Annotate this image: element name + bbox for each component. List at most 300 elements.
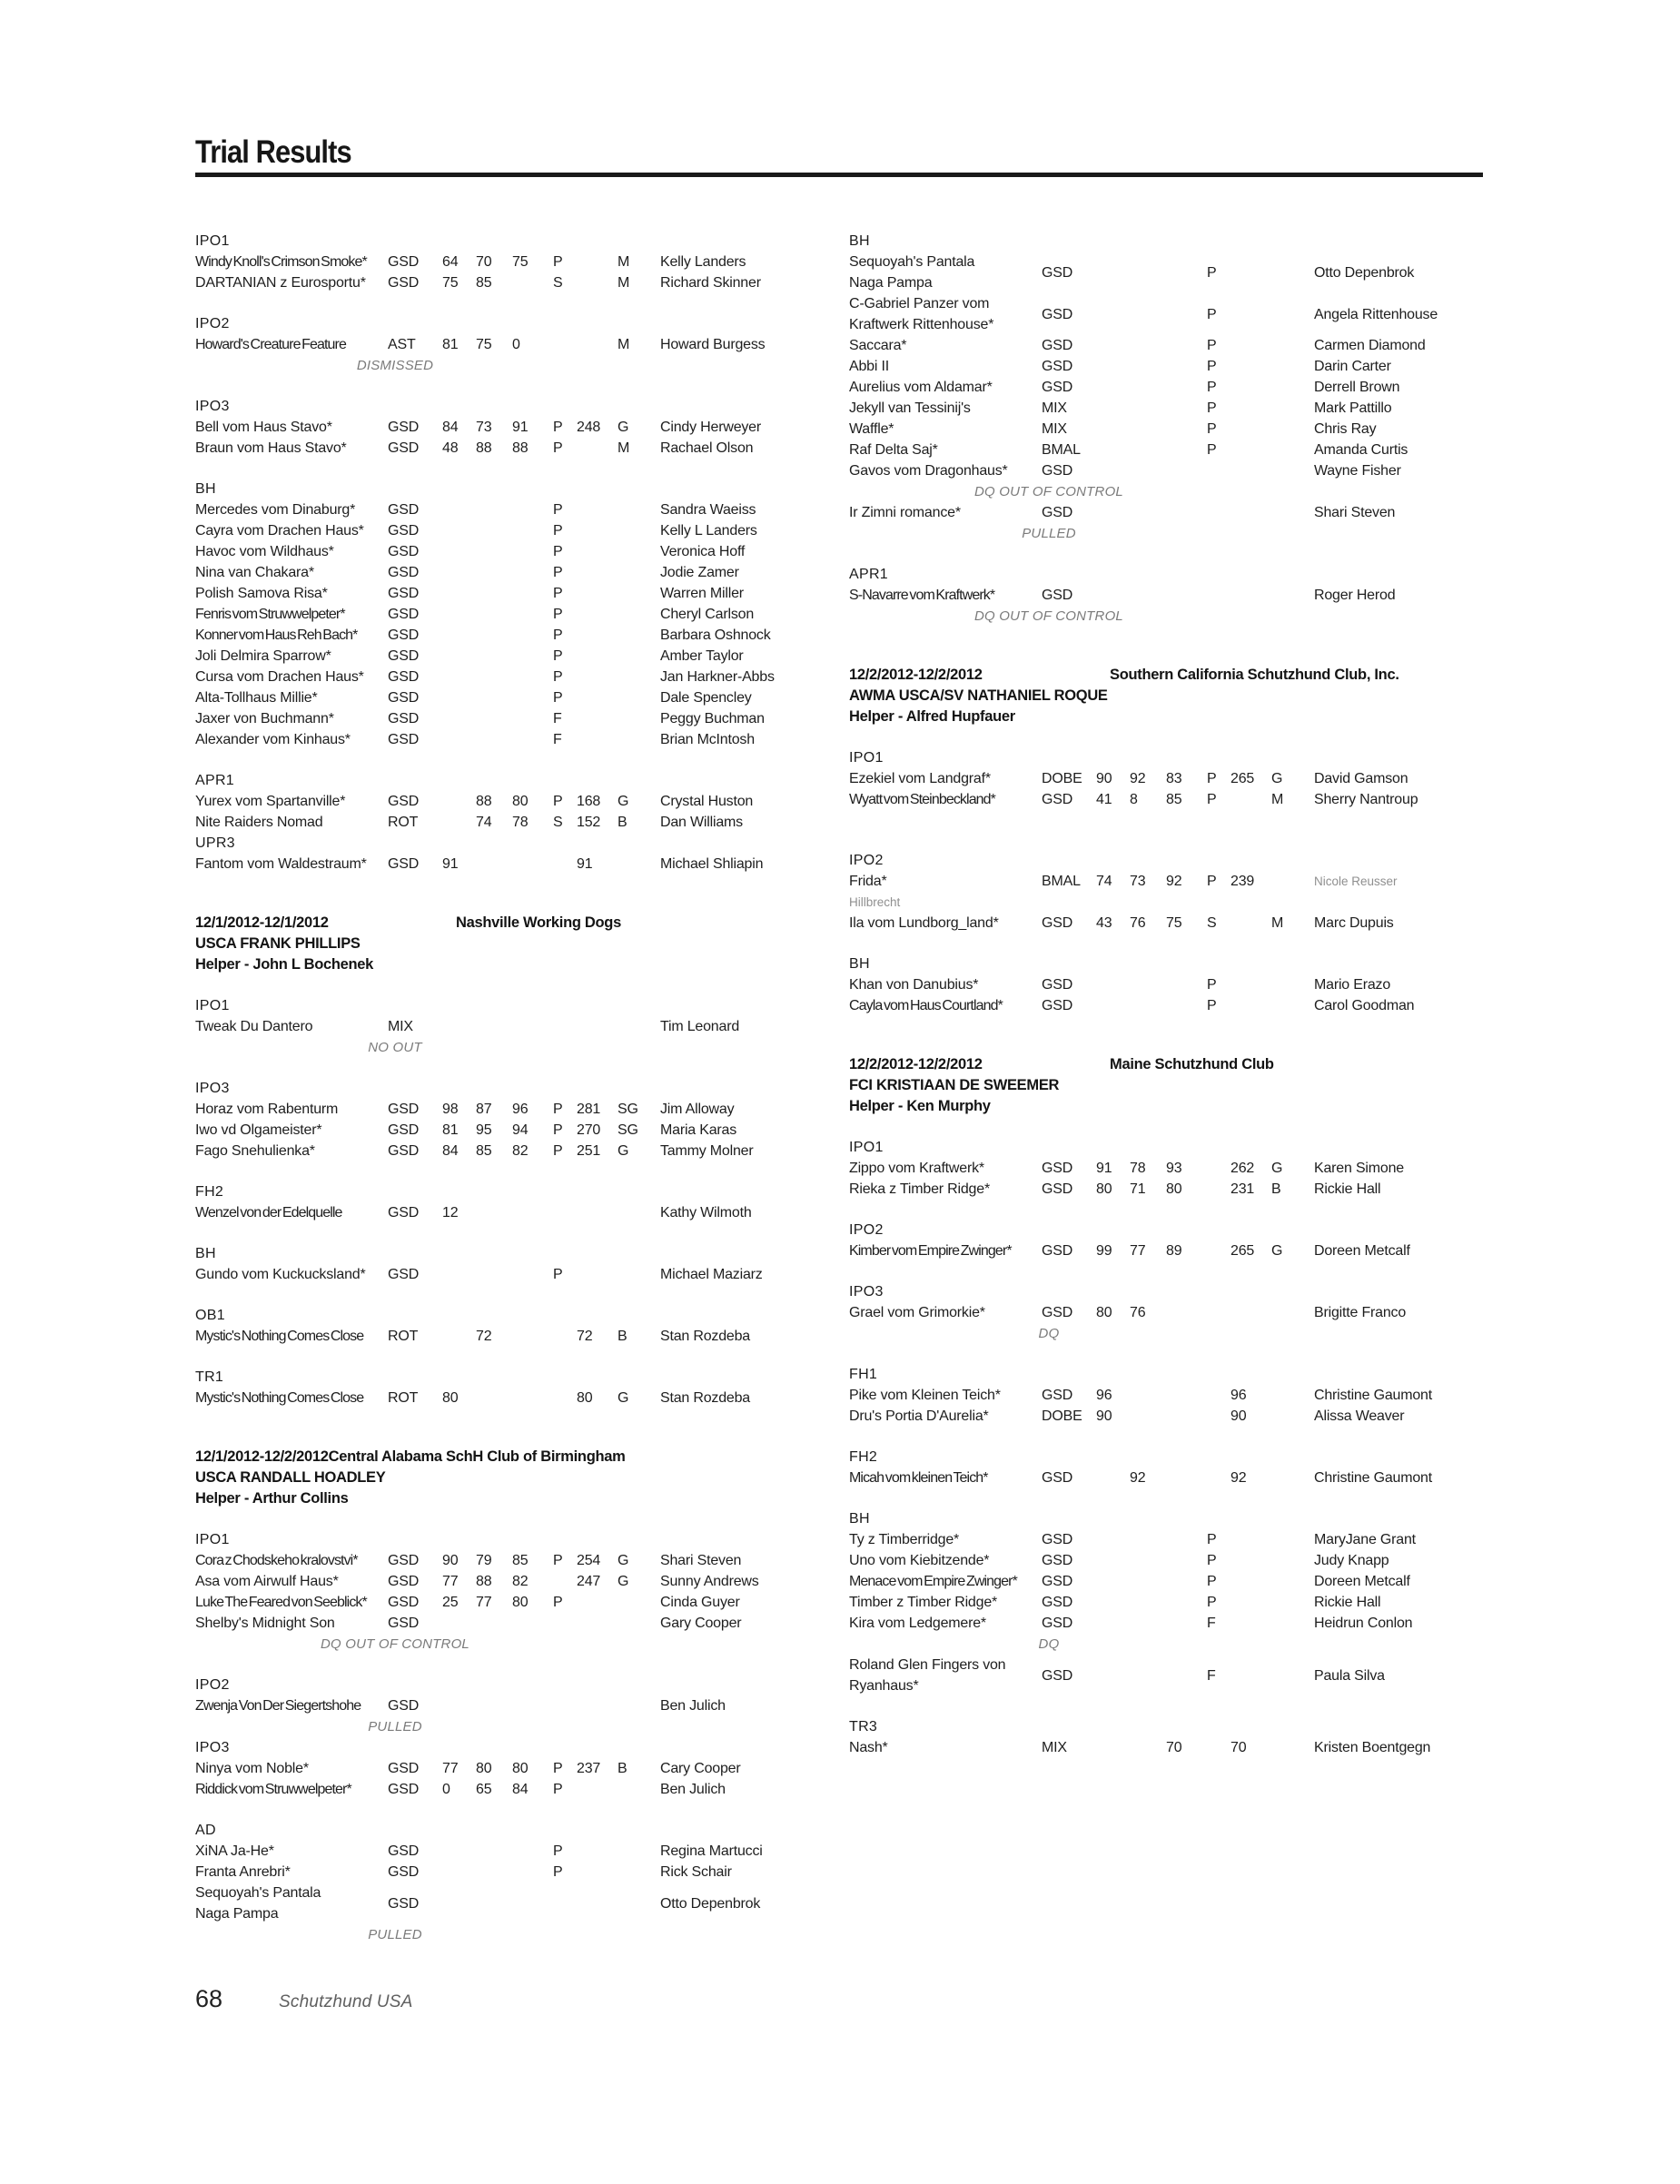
breed-code: GSD <box>1042 463 1073 479</box>
dog-name-line: Windy Knoll's Crimson Smoke* <box>195 254 367 270</box>
pass-flag: P <box>1207 998 1217 1013</box>
handler-name: Christine Gaumont <box>1314 1388 1432 1403</box>
dog-name <box>849 398 1042 419</box>
breed-code: GSD <box>388 1595 420 1610</box>
handler-name: Sunny Andrews <box>660 1574 759 1589</box>
breed-code: GSD <box>1042 588 1073 603</box>
total-score: 70 <box>1230 1740 1247 1755</box>
result-annotation: DQ <box>1038 1326 1060 1341</box>
breed-code: GSD <box>1042 1553 1073 1568</box>
breed-code: GSD <box>388 1143 420 1159</box>
pass-flag: P <box>553 254 563 270</box>
dog-name <box>849 1385 1042 1406</box>
dog-name <box>195 520 388 541</box>
handler-name: Rickie Hall <box>1314 1181 1381 1197</box>
handler-name: Mark Pattillo <box>1314 400 1392 416</box>
result-annotation: DQ OUT OF CONTROL <box>974 484 1123 499</box>
dog-name-line: Mystic's Nothing Comes Close <box>195 1390 364 1406</box>
result-row <box>195 667 845 687</box>
dog-name <box>195 687 388 708</box>
score-1: 91 <box>1096 1161 1112 1176</box>
handler-name: Ben Julich <box>660 1782 726 1797</box>
breed-code: GSD <box>388 1574 420 1589</box>
dog-name <box>849 789 1042 810</box>
handler-name: Cary Cooper <box>660 1761 741 1776</box>
score-2: 71 <box>1130 1181 1146 1197</box>
dog-name <box>849 1240 1042 1261</box>
dog-name <box>849 335 1042 356</box>
dog-name <box>195 1388 388 1408</box>
rating-code: B <box>618 1329 628 1344</box>
score-2: 70 <box>476 254 492 270</box>
dog-name-line: Kimber vom Empire Zwinger* <box>849 1243 1012 1259</box>
pass-flag: P <box>553 1595 563 1610</box>
breed-code: GSD <box>1042 1616 1073 1631</box>
dog-name <box>195 1099 388 1120</box>
score-2: 76 <box>1130 1305 1146 1320</box>
result-row <box>195 1099 845 1120</box>
dog-name-line: Gundo vom Kuckucksland* <box>195 1267 366 1282</box>
pass-flag: P <box>1207 1532 1217 1547</box>
result-row <box>195 417 845 438</box>
score-2: 88 <box>476 1574 492 1589</box>
rating-code: SG <box>618 1102 638 1117</box>
dog-name-line: Mystic's Nothing Comes Close <box>195 1329 364 1344</box>
score-2: 75 <box>476 337 492 352</box>
handler-name: Kristen Boentgegn <box>1314 1740 1431 1755</box>
rating-code: B <box>618 1761 628 1776</box>
dog-name-line: Khan von Danubius* <box>849 977 979 993</box>
breed-code: MIX <box>1042 400 1067 416</box>
rating-code: B <box>618 815 628 830</box>
handler-name: Heidrun Conlon <box>1314 1616 1413 1631</box>
handler-name: David Gamson <box>1314 771 1408 786</box>
dog-name <box>195 583 388 604</box>
handler-name: Carol Goodman <box>1314 998 1415 1013</box>
rating-code: G <box>1271 771 1283 786</box>
dog-name <box>195 646 388 667</box>
pass-flag: P <box>553 523 563 539</box>
result-row <box>195 520 845 541</box>
pass-flag: P <box>553 607 563 622</box>
dog-name <box>849 1158 1042 1179</box>
pass-flag: P <box>553 1122 563 1138</box>
pass-flag: P <box>553 1553 563 1568</box>
trial-date: 12/2/2012-12/2/2012 <box>849 667 983 683</box>
dog-name-line: Yurex vom Spartanville* <box>195 794 346 809</box>
result-row <box>195 1264 845 1285</box>
page-footer <box>195 1985 413 2013</box>
score-3: 85 <box>512 1553 529 1568</box>
handler-name: Chris Ray <box>1314 421 1377 437</box>
dog-name-line: Dru's Portia D'Aurelia* <box>849 1408 989 1424</box>
dog-name <box>195 1120 388 1141</box>
class-header: UPR3 <box>195 835 235 851</box>
trial-header-line <box>195 1447 845 1468</box>
handler-name: Amanda Curtis <box>1314 442 1408 458</box>
club-name: Maine Schutzhund Club <box>1110 1056 1274 1072</box>
dog-name-line: Kraftwerk Rittenhouse* <box>849 317 994 332</box>
result-row <box>849 1302 1498 1323</box>
result-row <box>849 913 1498 934</box>
result-row <box>195 687 845 708</box>
breed-code: GSD <box>1042 380 1073 395</box>
trial-judge: USCA RANDALL HOADLEY <box>195 1469 386 1486</box>
dog-name-line: Pike vom Kleinen Teich* <box>849 1388 1001 1403</box>
handler-name: Brian McIntosh <box>660 732 755 747</box>
result-row <box>195 1120 845 1141</box>
score-1: 74 <box>1096 874 1112 889</box>
dog-name-line: Raf Delta Saj* <box>849 442 938 458</box>
class-header: IPO3 <box>195 1081 230 1096</box>
result-row <box>849 1385 1498 1406</box>
handler-name: Wayne Fisher <box>1314 463 1401 479</box>
result-row <box>195 1758 845 1779</box>
pass-flag: P <box>1207 1553 1217 1568</box>
result-row <box>849 1592 1498 1613</box>
score-1: 12 <box>442 1205 459 1220</box>
class-header: IPO3 <box>195 399 230 414</box>
club-name: Nashville Working Dogs <box>456 914 621 931</box>
breed-code: GSD <box>388 732 420 747</box>
result-row <box>195 1326 845 1347</box>
pass-flag: P <box>1207 359 1217 374</box>
breed-code: GSD <box>1042 264 1073 281</box>
pass-flag: P <box>553 440 563 456</box>
handler-name: Richard Skinner <box>660 275 761 291</box>
total-score: 254 <box>577 1553 601 1568</box>
result-row <box>849 377 1498 398</box>
trial-helper: Helper - Ken Murphy <box>849 1098 991 1114</box>
dog-name <box>849 1468 1042 1488</box>
breed-code: GSD <box>388 690 420 706</box>
result-row <box>195 583 845 604</box>
breed-code: GSD <box>388 502 420 518</box>
result-row <box>849 335 1498 356</box>
score-1: 77 <box>442 1761 459 1776</box>
class-header: FH2 <box>195 1184 224 1200</box>
dog-name <box>849 1592 1042 1613</box>
pass-flag: P <box>1207 380 1217 395</box>
rating-code: G <box>618 794 629 809</box>
score-2: 77 <box>1130 1243 1146 1259</box>
class-header: AD <box>195 1823 216 1838</box>
result-row <box>849 1240 1498 1261</box>
class-header: IPO3 <box>849 1284 884 1300</box>
score-1: 98 <box>442 1102 459 1117</box>
score-2: 85 <box>476 275 492 291</box>
score-3: 70 <box>1166 1740 1182 1755</box>
dog-name <box>195 1550 388 1571</box>
breed-code: GSD <box>1042 1532 1073 1547</box>
dog-name-line: XiNA Ja-He* <box>195 1843 274 1859</box>
pass-flag: P <box>1207 1595 1217 1610</box>
result-annotation: DQ OUT OF CONTROL <box>974 608 1123 624</box>
dog-name-line: Tweak Du Dantero <box>195 1019 313 1034</box>
dog-name <box>195 1264 388 1285</box>
breed-code: MIX <box>1042 421 1067 437</box>
score-3: 93 <box>1166 1161 1182 1176</box>
result-row <box>849 440 1498 460</box>
total-score: 237 <box>577 1761 601 1776</box>
dog-name <box>849 1613 1042 1634</box>
score-2: 73 <box>476 420 492 435</box>
total-score: 91 <box>577 856 593 872</box>
handler-name: Jan Harkner-Abbs <box>660 669 775 685</box>
breed-code: GSD <box>1042 1161 1073 1176</box>
dog-name-line: Naga Pampa <box>195 1906 279 1922</box>
dog-name-line: Howard's Creature Feature <box>195 337 346 352</box>
breed-code: GSD <box>388 1843 420 1859</box>
handler-name: Rachael Olson <box>660 440 754 456</box>
pass-flag: P <box>553 1864 563 1880</box>
result-annotation: PULLED <box>368 1719 422 1734</box>
breed-code: GSD <box>1042 915 1073 931</box>
dog-name <box>195 729 388 750</box>
result-row <box>849 1655 1498 1696</box>
dog-name <box>849 995 1042 1016</box>
result-row <box>195 812 845 833</box>
dog-name-line: Nash* <box>849 1740 888 1755</box>
score-2: 80 <box>476 1761 492 1776</box>
trial-helper: Helper - Arthur Collins <box>195 1490 349 1507</box>
score-1: 91 <box>442 856 459 872</box>
dog-name <box>195 604 388 625</box>
result-row <box>849 871 1498 892</box>
handler-name: MaryJane Grant <box>1314 1532 1416 1547</box>
pass-flag: P <box>1207 1574 1217 1589</box>
dog-name-line: Horaz vom Rabenturm <box>195 1102 339 1117</box>
result-row <box>849 252 1498 293</box>
breed-code: GSD <box>388 1698 420 1714</box>
handler-name: Kathy Wilmoth <box>660 1205 752 1220</box>
dog-name <box>849 252 1042 293</box>
dog-name-line: Ir Zimni romance* <box>849 505 961 520</box>
breed-code: GSD <box>1042 1595 1073 1610</box>
breed-code: GSD <box>1042 977 1073 993</box>
score-2: 85 <box>476 1143 492 1159</box>
handler-name: Stan Rozdeba <box>660 1390 751 1406</box>
handler-name: Kelly L Landers <box>660 523 757 539</box>
dog-name-line: DARTANIAN z Eurosportu* <box>195 275 366 291</box>
breed-code: GSD <box>1042 1574 1073 1589</box>
rating-code: G <box>1271 1243 1283 1259</box>
page-number: 68 <box>195 1985 223 2012</box>
rating-code: G <box>618 1574 629 1589</box>
dog-name <box>195 708 388 729</box>
dog-name <box>849 460 1042 481</box>
breed-code: ROT <box>388 1329 419 1344</box>
handler-name: Christine Gaumont <box>1314 1470 1432 1486</box>
title-divider <box>195 173 1483 177</box>
dog-name <box>195 1016 388 1037</box>
breed-code: GSD <box>1042 998 1073 1013</box>
class-header: IPO1 <box>849 750 884 766</box>
result-row <box>195 854 845 875</box>
pass-flag: P <box>1207 771 1217 786</box>
dog-name <box>849 419 1042 440</box>
dog-name-line: Cayla vom Haus Courtland* <box>849 998 1003 1013</box>
pass-flag: S <box>553 275 563 291</box>
handler-name: Sherry Nantroup <box>1314 792 1418 807</box>
score-2: 73 <box>1130 874 1146 889</box>
result-annotation: PULLED <box>368 1927 422 1942</box>
handler-name: Warren Miller <box>660 586 744 601</box>
score-2: 92 <box>1130 771 1146 786</box>
result-row <box>849 293 1498 335</box>
score-3: 88 <box>512 440 529 456</box>
score-3: 78 <box>512 815 529 830</box>
club-name: Southern California Schutzhund Club, Inc. <box>1110 667 1399 683</box>
score-3: 83 <box>1166 771 1182 786</box>
dog-name <box>195 272 388 293</box>
breed-code: GSD <box>1042 1667 1073 1684</box>
dog-name <box>195 562 388 583</box>
trial-helper: Helper - John L Bochenek <box>195 956 374 973</box>
score-1: 99 <box>1096 1243 1112 1259</box>
pass-flag: P <box>553 565 563 580</box>
score-1: 90 <box>1096 771 1112 786</box>
total-score: 80 <box>577 1390 593 1406</box>
handler-name: Regina Martucci <box>660 1843 763 1859</box>
result-row <box>195 334 845 355</box>
result-row <box>195 1550 845 1571</box>
handler-name: Stan Rozdeba <box>660 1329 751 1344</box>
dog-name-line: Rieka z Timber Ridge* <box>849 1181 990 1197</box>
dog-name-line: Roland Glen Fingers von <box>849 1657 1006 1673</box>
breed-code: GSD <box>388 1761 420 1776</box>
score-1: 25 <box>442 1595 459 1610</box>
dog-name-line: Micah vom kleinen Teich* <box>849 1470 988 1486</box>
result-row <box>849 1529 1498 1550</box>
pass-flag: F <box>1207 1667 1216 1684</box>
breed-code: BMAL <box>1042 874 1081 889</box>
rating-code: M <box>618 275 630 291</box>
handler-name: Mario Erazo <box>1314 977 1391 993</box>
dog-name-line: Grael vom Grimorkie* <box>849 1305 985 1320</box>
dog-name <box>195 417 388 438</box>
handler-name: Karen Simone <box>1314 1161 1404 1176</box>
dog-name-line: Havoc vom Wildhaus* <box>195 544 334 559</box>
score-1: 0 <box>442 1782 450 1797</box>
pass-flag: P <box>553 794 563 809</box>
breed-code: ROT <box>388 1390 419 1406</box>
score-2: 78 <box>1130 1161 1146 1176</box>
dog-name <box>849 502 1042 523</box>
pass-flag: P <box>553 669 563 685</box>
rating-code: G <box>618 1553 629 1568</box>
dog-name-line: Asa vom Airwulf Haus* <box>195 1574 339 1589</box>
breed-code: GSD <box>1042 1181 1073 1197</box>
result-row <box>849 1179 1498 1200</box>
handler-name: Otto Depenbrok <box>1314 264 1415 281</box>
handler-name: Ben Julich <box>660 1698 726 1714</box>
total-score: 152 <box>577 815 601 830</box>
dog-name-line: Aurelius vom Aldamar* <box>849 380 993 395</box>
dog-name-line: Menace vom Empire Zwinger* <box>849 1574 1017 1589</box>
dog-name <box>195 252 388 272</box>
pass-flag: P <box>1207 421 1217 437</box>
handler-name: Rick Schair <box>660 1864 732 1880</box>
pass-flag: P <box>553 1143 563 1159</box>
breed-code: GSD <box>388 440 420 456</box>
breed-code: GSD <box>388 275 420 291</box>
total-score: 247 <box>577 1574 601 1589</box>
handler-name: Nicole Reusser <box>1314 875 1398 888</box>
pass-flag: P <box>1207 306 1217 322</box>
dog-name <box>195 1141 388 1161</box>
total-score: 248 <box>577 420 601 435</box>
result-row <box>849 398 1498 419</box>
breed-code: GSD <box>388 1122 420 1138</box>
class-header: IPO2 <box>849 1222 884 1238</box>
score-3: 82 <box>512 1143 529 1159</box>
result-row <box>195 438 845 459</box>
breed-code: GSD <box>388 565 420 580</box>
dog-name-line: Abbi II <box>849 359 889 374</box>
score-2: 65 <box>476 1782 492 1797</box>
dog-name <box>849 768 1042 789</box>
dog-name-line: Uno vom Kiebitzende* <box>849 1553 990 1568</box>
class-header: IPO1 <box>195 233 230 249</box>
dog-name <box>849 892 1042 913</box>
score-1: 80 <box>1096 1181 1112 1197</box>
class-header: OB1 <box>195 1308 225 1323</box>
handler-name: Kelly Landers <box>660 254 746 270</box>
result-row <box>849 1468 1498 1488</box>
class-header: IPO2 <box>195 1677 230 1693</box>
dog-name <box>195 1326 388 1347</box>
breed-code: GSD <box>1042 338 1073 353</box>
score-2: 95 <box>476 1122 492 1138</box>
result-row <box>195 604 845 625</box>
dog-name <box>195 1841 388 1862</box>
result-row <box>195 541 845 562</box>
breed-code: GSD <box>388 607 420 622</box>
breed-code: AST <box>388 337 416 352</box>
result-row <box>195 1016 845 1037</box>
class-header: FH2 <box>849 1449 878 1465</box>
result-row <box>195 1883 845 1924</box>
pass-flag: F <box>1207 1616 1216 1631</box>
handler-name: Jodie Zamer <box>660 565 739 580</box>
handler-name: Alissa Weaver <box>1314 1408 1405 1424</box>
dog-name-line: Ninya vom Noble* <box>195 1761 309 1776</box>
breed-code: GSD <box>388 794 420 809</box>
pass-flag: P <box>553 502 563 518</box>
dog-name <box>195 541 388 562</box>
result-row <box>195 708 845 729</box>
breed-code: GSD <box>1042 1388 1073 1403</box>
rating-code: G <box>618 1143 629 1159</box>
result-row <box>195 1862 845 1883</box>
pass-flag: P <box>553 420 563 435</box>
handler-name: Derrell Brown <box>1314 380 1400 395</box>
total-score: 270 <box>577 1122 601 1138</box>
dog-name-line: Braun vom Haus Stavo* <box>195 440 347 456</box>
result-row <box>195 791 845 812</box>
handler-name: Shari Steven <box>660 1553 742 1568</box>
handler-name: Marc Dupuis <box>1314 915 1394 931</box>
score-3: 80 <box>1166 1181 1182 1197</box>
result-row <box>195 1388 845 1408</box>
handler-name: Judy Knapp <box>1314 1553 1389 1568</box>
breed-code: GSD <box>388 544 420 559</box>
pass-flag: S <box>553 815 563 830</box>
score-1: 64 <box>442 254 459 270</box>
dog-name <box>849 913 1042 934</box>
dog-name-line: Sequoyah's Pantala <box>849 254 975 270</box>
